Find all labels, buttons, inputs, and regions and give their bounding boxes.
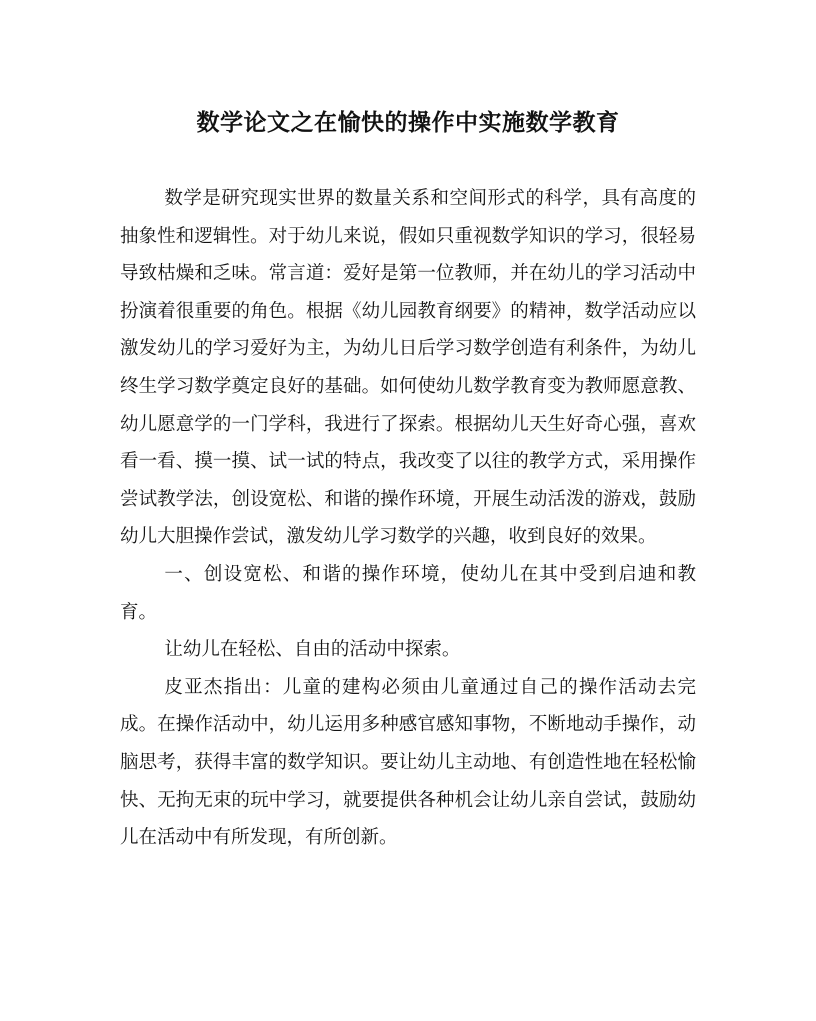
document-body	[120, 180, 696, 857]
paragraph-subheading: 让幼儿在轻松、自由的活动中探索。	[164, 639, 461, 661]
paragraph-piaget: 皮亚杰指出：儿童的建构必须由儿童通过自己的操作活动去完成。在操作活动中，幼儿运用多种感官感知事物，不断地动手操作，动脑思考，获得丰富的数学知识。要让幼儿主动地、有创造性地在轻松愉快、无拘无束的玩中学习，就要提供各种机会让幼儿亲自尝试，鼓励幼儿在活动中有所发现，有所创新。	[120, 676, 696, 849]
paragraph-section-heading: 一、创设宽松、和谐的操作环境，使幼儿在其中受到启迪和教育。	[120, 563, 696, 623]
document-title: 数学论文之在愉快的操作中实施数学教育	[196, 109, 620, 136]
paragraph-intro: 数学是研究现实世界的数量关系和空间形式的科学，具有高度的抽象性和逻辑性。对于幼儿来说，假如只重视数学知识的学习，很轻易导致枯燥和乏味。常言道：爱好是第一位教师，并在幼儿的学习活动中扮演着很重要的角色。根据《幼儿园教育纲要》的精神，数学活动应以激发幼儿的学习爱好为主，为幼儿日后学习数学创造有利条件，为幼儿终生学习数学奠定良好的基础。如何使幼儿数学教育变为教师愿意教、幼儿愿意学的一门学科，我进行了探索。根据幼儿天生好奇心强，喜欢看一看、摸一摸、试一试的特点，我改变了以往的教学方式，采用操作尝试教学法，创设宽松、和谐的操作环境，开展生动活泼的游戏，鼓励幼儿大胆操作尝试，激发幼儿学习数学的兴趣，收到良好的效果。	[120, 188, 696, 548]
